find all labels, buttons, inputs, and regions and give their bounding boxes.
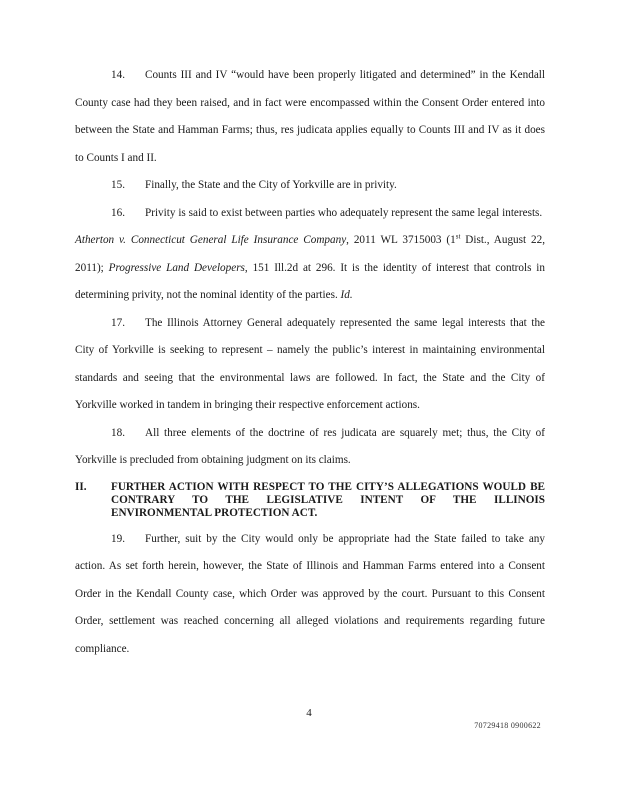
section-title: FURTHER ACTION WITH RESPECT TO THE CITY’S ALLEGATIONS WOULD BE CONTRARY TO THE LEGISLATIVE INTENT OF THE ILLINOIS ENVIRONMENTAL PROTECTION ACT. [111, 480, 545, 519]
paragraph-number: 14. [111, 69, 125, 81]
paragraph-15 [75, 172, 545, 200]
paragraph-text: All three elements of the doctrine of res judicata are squarely met; thus, the City of Yorkville is precluded from obtaining judgment on its claims. [75, 426, 545, 466]
paragraph-number: 15. [111, 179, 125, 191]
paragraph-text: Finally, the State and the City of Yorkville are in privity. [145, 179, 397, 191]
paragraph-text: Privity is said to exist between parties who adequately represent the same legal interests. [145, 206, 543, 219]
paragraph-14 [75, 62, 545, 172]
paragraph-text: Further, suit by the City would only be appropriate had the State failed to take any action. As set forth herein, however, the State of Illinois and Hamman Farms entered into a Consent Order in the Kendall County case, which Order was approved by the court. Pursuant to this Consent Order, settlement was reached concerning all alleged violations and requirements regarding future compliance. [75, 532, 545, 655]
ordinal-superscript: st [455, 232, 461, 241]
paragraph-text: The Illinois Attorney General adequately represented the same legal interests that the City of Yorkville is seeking to represent – namely the public’s interest in maintaining environmental standards and seeing that the environmental laws are followed. In fact, the State and the City of Yorkville worked in tandem in bringing their respective enforcement actions. [75, 316, 545, 411]
paragraph-16 [75, 200, 545, 310]
paragraph-text: , 151 Ill.2d at 296. It is the identity of interest that controls in determining privity, not the nominal identity of the parties. [75, 261, 546, 301]
document-body [75, 62, 545, 663]
citation-text: , 2011 WL 3715003 (1 [346, 234, 456, 246]
paragraph-text: Counts III and IV “would have been properly litigated and determined” in the Kendall County case had they been raised, and in fact were encompassed within the Consent Order entered into between the State and Hamman Farms; thus, res judicata applies equally to Counts III and IV as it does to Counts I and II. [75, 69, 545, 164]
citation-text: Dist., August 22, 2011); [75, 234, 545, 274]
paragraph-18 [75, 420, 545, 475]
section-number: II. [75, 480, 87, 493]
case-citation: Progressive Land Developers [108, 261, 245, 274]
paragraph-number: 18. [111, 426, 125, 439]
case-citation: Atherton v. Connecticut General Life Insurance Company [75, 234, 347, 246]
section-heading-ii [75, 481, 545, 520]
paragraph-17 [75, 310, 545, 420]
paragraph-19 [75, 526, 545, 664]
paragraph-number: 17. [111, 316, 125, 329]
paragraph-number: 16. [111, 206, 125, 219]
page-number: 4 [306, 707, 312, 719]
document-id: 70729418 0900622 [474, 721, 541, 730]
paragraph-number: 19. [111, 532, 125, 545]
id-citation: Id. [340, 289, 353, 301]
